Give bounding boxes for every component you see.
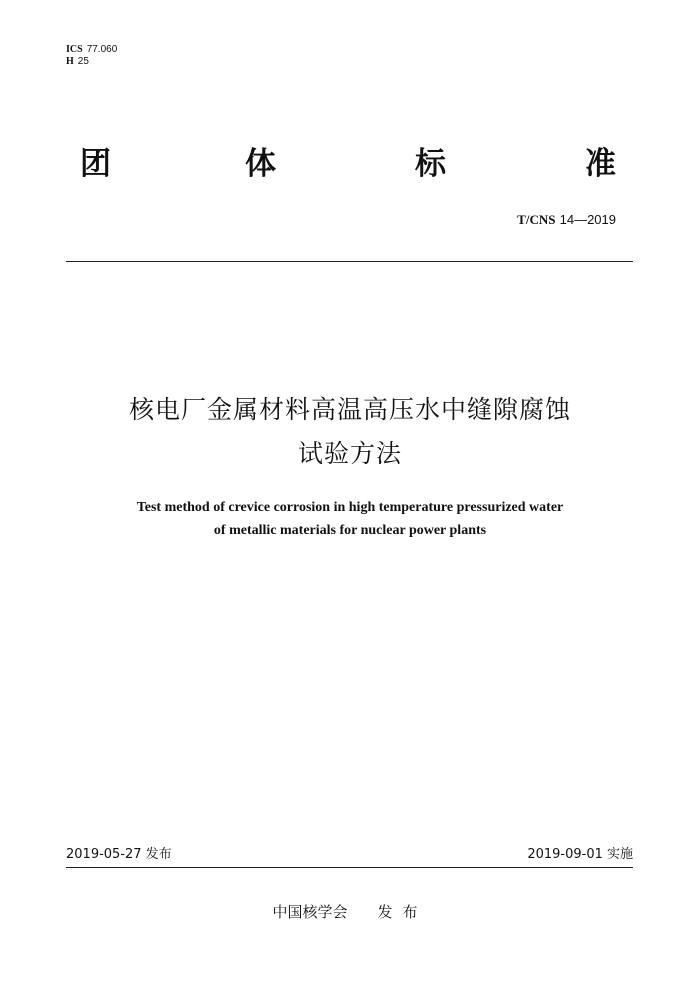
publisher-action: 发布 bbox=[377, 903, 428, 921]
standard-number-prefix: T/CNS bbox=[517, 212, 556, 227]
chinese-title-line-2: 试验方法 bbox=[297, 439, 402, 468]
ics-value: 77.060 bbox=[86, 44, 118, 55]
heading-char-2: 体 bbox=[245, 146, 276, 182]
publisher-name: 中国核学会 bbox=[272, 903, 348, 921]
heading-char-3: 标 bbox=[415, 146, 446, 182]
publisher bbox=[0, 902, 700, 922]
ccs-label: H bbox=[66, 56, 74, 67]
ics-label: ICS bbox=[66, 44, 83, 55]
english-title-line-1: Test method of crevice corrosion in high temperature pressurized water bbox=[136, 500, 564, 515]
ccs-value: 25 bbox=[77, 56, 89, 67]
chinese-title-line-1: 核电厂金属材料高温高压水中缝隙腐蚀 bbox=[128, 395, 571, 424]
ics-code bbox=[66, 44, 117, 56]
implementation-date: 2019-09-01 实施 bbox=[527, 847, 633, 862]
issue-date: 2019-05-27 发布 bbox=[66, 847, 172, 862]
standard-number-value: 14—2019 bbox=[559, 212, 616, 227]
bottom-divider bbox=[66, 867, 633, 868]
heading-char-1: 团 bbox=[80, 146, 111, 182]
heading-char-4: 准 bbox=[585, 146, 616, 182]
top-divider bbox=[66, 261, 633, 262]
english-title-line-2: of metallic materials for nuclear power plants bbox=[213, 523, 487, 538]
standard-number bbox=[517, 212, 616, 229]
ccs-code bbox=[66, 56, 89, 68]
